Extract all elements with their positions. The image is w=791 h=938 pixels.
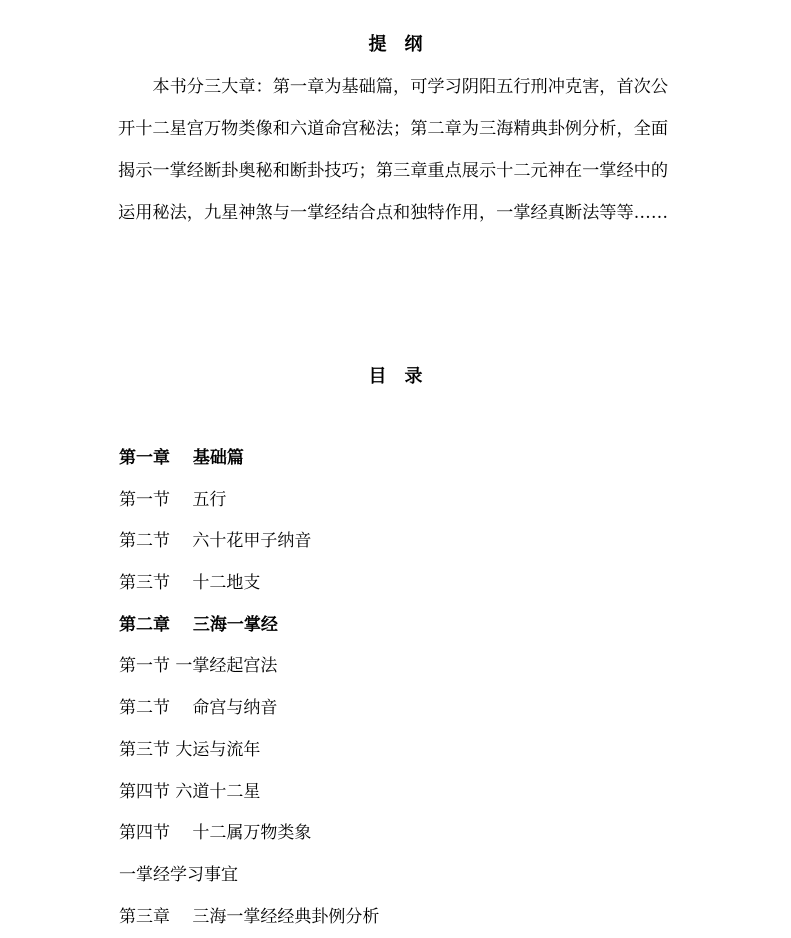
toc-item: 第三节 十二地支 <box>119 573 261 594</box>
outline-summary-paragraph: 本书分三大章：第一章为基础篇，可学习阴阳五行刑冲克害，首次公开十二星宫万物类像和六道命宫秘法；第二章为三海精典卦例分析，全面揭示一掌经断卦奥秘和断卦技巧；第三章重点展示十二元神在一掌经中的运用秘法，九星神煞与一掌经结合点和独特作用，一掌经真断法等等…… <box>118 77 669 223</box>
outline-heading: 提 纲 <box>368 34 423 55</box>
table-of-contents <box>119 438 379 938</box>
toc-item: 一掌经学习事宜 <box>119 864 238 885</box>
toc-item: 第四节 六道十二星 <box>119 781 261 802</box>
toc-item: 第一节 一掌经起宫法 <box>119 656 278 677</box>
toc-item: 第三节 大运与流年 <box>119 739 261 760</box>
toc-item: 第二章 三海一掌经 <box>119 614 278 635</box>
toc-item: 第三章 三海一掌经经典卦例分析 <box>119 906 380 927</box>
toc-item: 第一节 五行 <box>119 489 227 510</box>
toc-heading: 目 录 <box>368 366 423 387</box>
toc-item: 第四节 十二属万物类象 <box>119 823 312 844</box>
toc-item: 第二节 六十花甲子纳音 <box>119 531 312 552</box>
toc-item: 第二节 命宫与纳音 <box>119 698 278 719</box>
toc-item: 第一章 基础篇 <box>119 448 244 468</box>
